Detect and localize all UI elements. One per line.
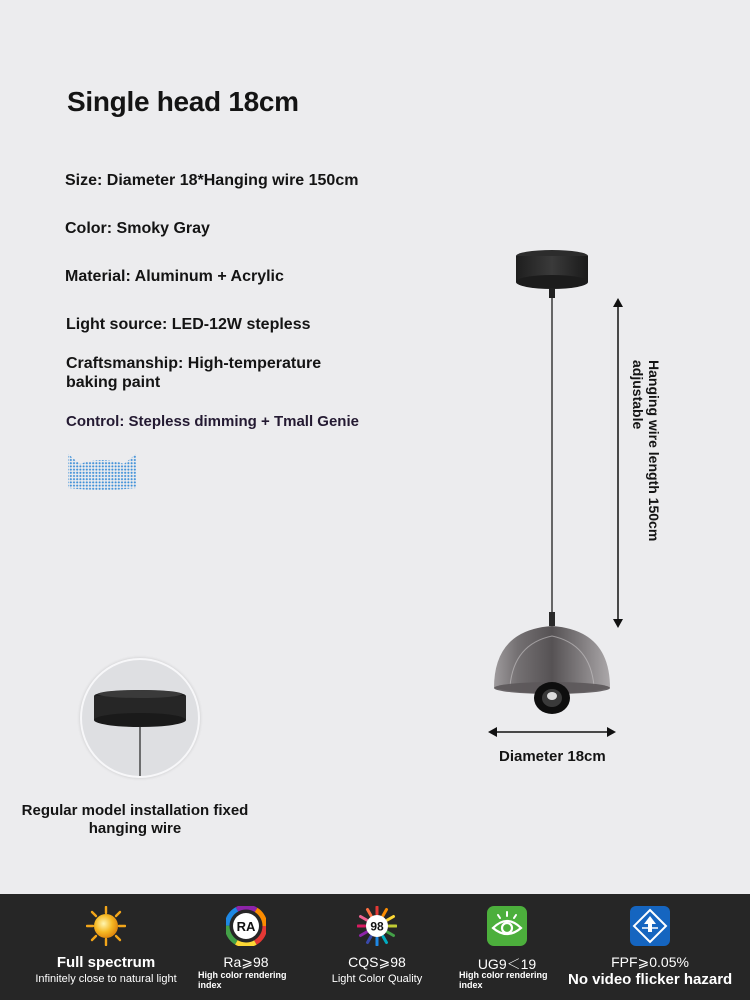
feature-title: FPF⩾0.05% (611, 954, 689, 970)
feature-title: Full spectrum (56, 954, 156, 971)
wire-length-label: Hanging wire length 150cm adjustable (630, 360, 662, 542)
eye-icon (487, 906, 527, 946)
spec-craftsmanship: Craftsmanship: High-temperature baking paint (66, 355, 322, 391)
feature-subtitle: Light Color Quality (331, 973, 423, 985)
ceiling-canopy-detail-image (80, 658, 200, 778)
feature-title: Ra⩾98 (223, 954, 269, 970)
feature-subtitle: High color rendering index (198, 970, 287, 990)
tmall-genie-icon (66, 452, 138, 492)
feature-full-spectrum (30, 894, 182, 1000)
feature-ra (196, 894, 296, 1000)
diameter-dimension-arrow (488, 725, 616, 739)
ra-icon (226, 906, 266, 946)
flicker-icon (630, 906, 670, 946)
feature-title: CQS⩾98 (348, 954, 406, 970)
cqs-icon (357, 906, 397, 946)
feature-bar (0, 894, 750, 1000)
spec-size: Size: Diameter 18*Hanging wire 150cm (65, 172, 359, 189)
feature-subtitle: High color rendering index (459, 970, 548, 990)
spec-control: Control: Stepless dimming + Tmall Genie (66, 413, 359, 430)
feature-cqs (326, 894, 428, 1000)
spec-material: Material: Aluminum + Acrylic (65, 268, 284, 285)
feature-flicker (568, 894, 732, 1000)
spec-light-source: Light source: LED-12W stepless (66, 316, 311, 333)
feature-subtitle: No video flicker hazard (568, 971, 733, 988)
feature-title: UG9＜19 (477, 956, 537, 972)
product-title: Single head 18cm (67, 86, 299, 117)
feature-subtitle: Infinitely close to natural light (35, 973, 177, 985)
wire-length-dimension-arrow (612, 298, 624, 628)
feature-ugr (456, 894, 558, 1000)
svg-text:98: 98 (370, 919, 384, 934)
spec-color: Color: Smoky Gray (65, 220, 210, 237)
detail-caption: Regular model installation fixed hanging wire (21, 802, 249, 837)
svg-text:RA: RA (236, 919, 256, 934)
diameter-label: Diameter 18cm (499, 748, 606, 765)
pendant-lamp-image (480, 240, 630, 730)
sun-icon (86, 906, 126, 946)
